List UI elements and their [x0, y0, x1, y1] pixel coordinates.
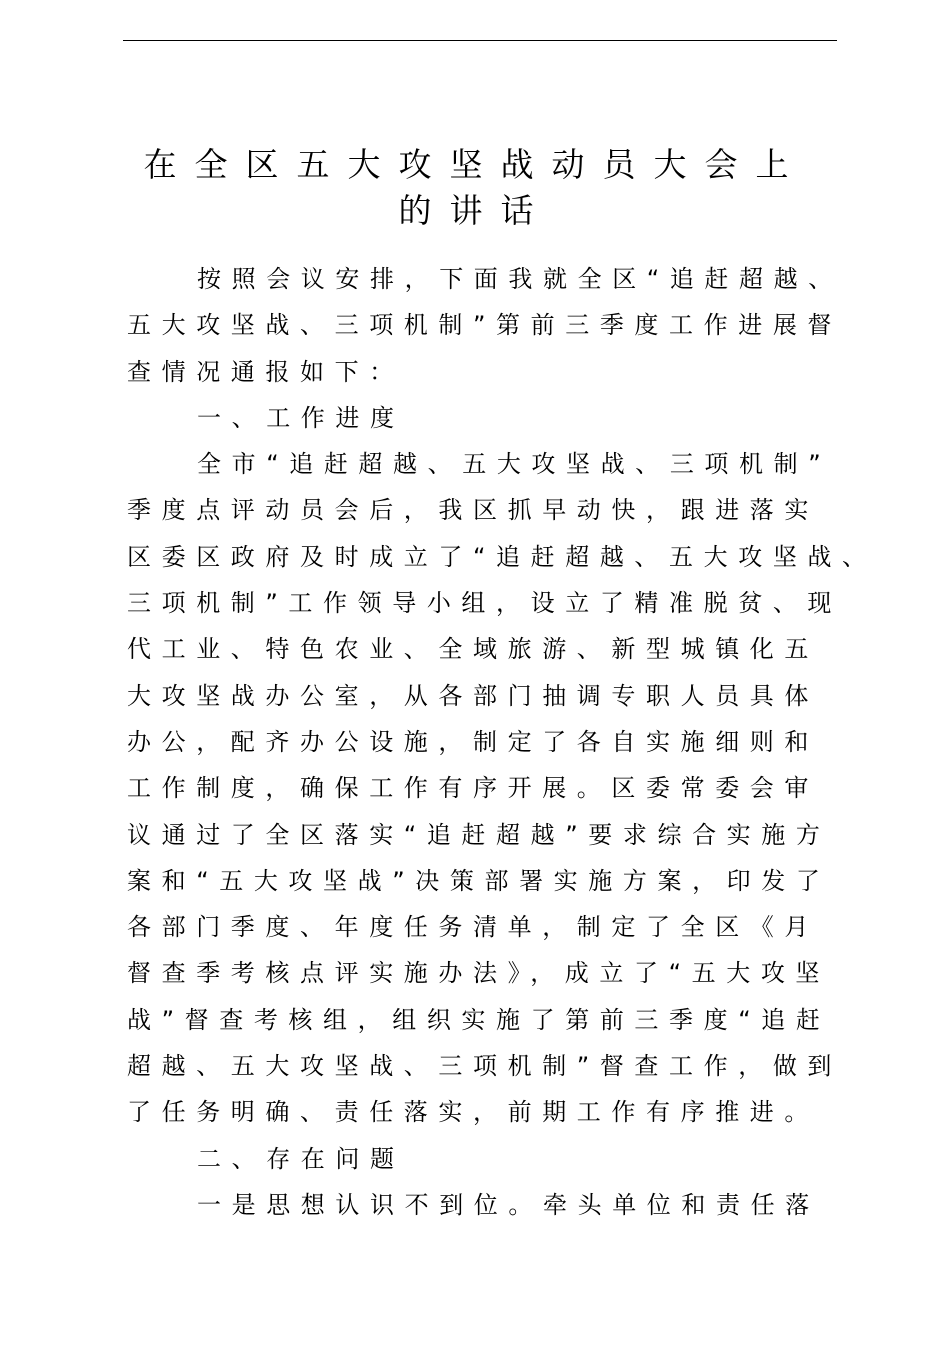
document-body — [127, 256, 877, 1228]
body-line: 一是思想认识不到位。牵头单位和责任落 — [197, 1190, 820, 1219]
body-line: 工作制度，确保工作有序开展。区委常委会审 — [127, 774, 819, 803]
body-line: 案和“五大攻坚战”决策部署实施方案，印发了 — [127, 866, 831, 895]
body-line: 议通过了全区落实“追赶超越”要求综合实施方 — [127, 820, 831, 849]
body-line: 三项机制”工作领导小组，设立了精准脱贫、现 — [127, 589, 843, 618]
title-line-2: 的讲话 — [398, 191, 552, 230]
body-line: 代工业、特色农业、全域旅游、新型城镇化五 — [127, 635, 819, 664]
body-line: 全市“追赶超越、五大攻坚战、三项机制” — [197, 450, 832, 479]
body-line: 查情况通报如下： — [127, 357, 404, 386]
body-line: 超越、五大攻坚战、三项机制”督查工作，做到 — [127, 1052, 843, 1081]
body-line: 大攻坚战办公室，从各部门抽调专职人员具体 — [127, 681, 819, 710]
body-line: 五大攻坚战、三项机制”第前三季度工作进展督 — [127, 311, 843, 340]
body-line: 季度点评动员会后，我区抓早动快，跟进落实 — [127, 496, 819, 525]
body-line: 按照会议安排，下面我就全区“追赶超越、 — [197, 265, 843, 293]
body-line: 督查季考核点评实施办法》，成立了“五大攻坚 — [127, 959, 831, 988]
body-line: 了任务明确、责任落实，前期工作有序推进。 — [127, 1098, 819, 1127]
section-heading-progress: 一、工作进度 — [197, 403, 405, 432]
body-line: 各部门季度、年度任务清单，制定了全区《月 — [127, 913, 819, 942]
header-rule — [123, 40, 837, 41]
title-line-1: 在全区五大攻坚战动员大会上 — [143, 145, 807, 184]
body-line: 战”督查考核组，组织实施了第前三季度“追赶 — [127, 1005, 831, 1034]
body-line: 办公，配齐办公设施，制定了各自实施细则和 — [127, 727, 819, 756]
body-line: 区委区政府及时成立了“追赶超越、五大攻坚战、 — [127, 542, 877, 571]
section-heading-problems: 二、存在问题 — [197, 1144, 405, 1173]
document-title — [127, 142, 823, 234]
